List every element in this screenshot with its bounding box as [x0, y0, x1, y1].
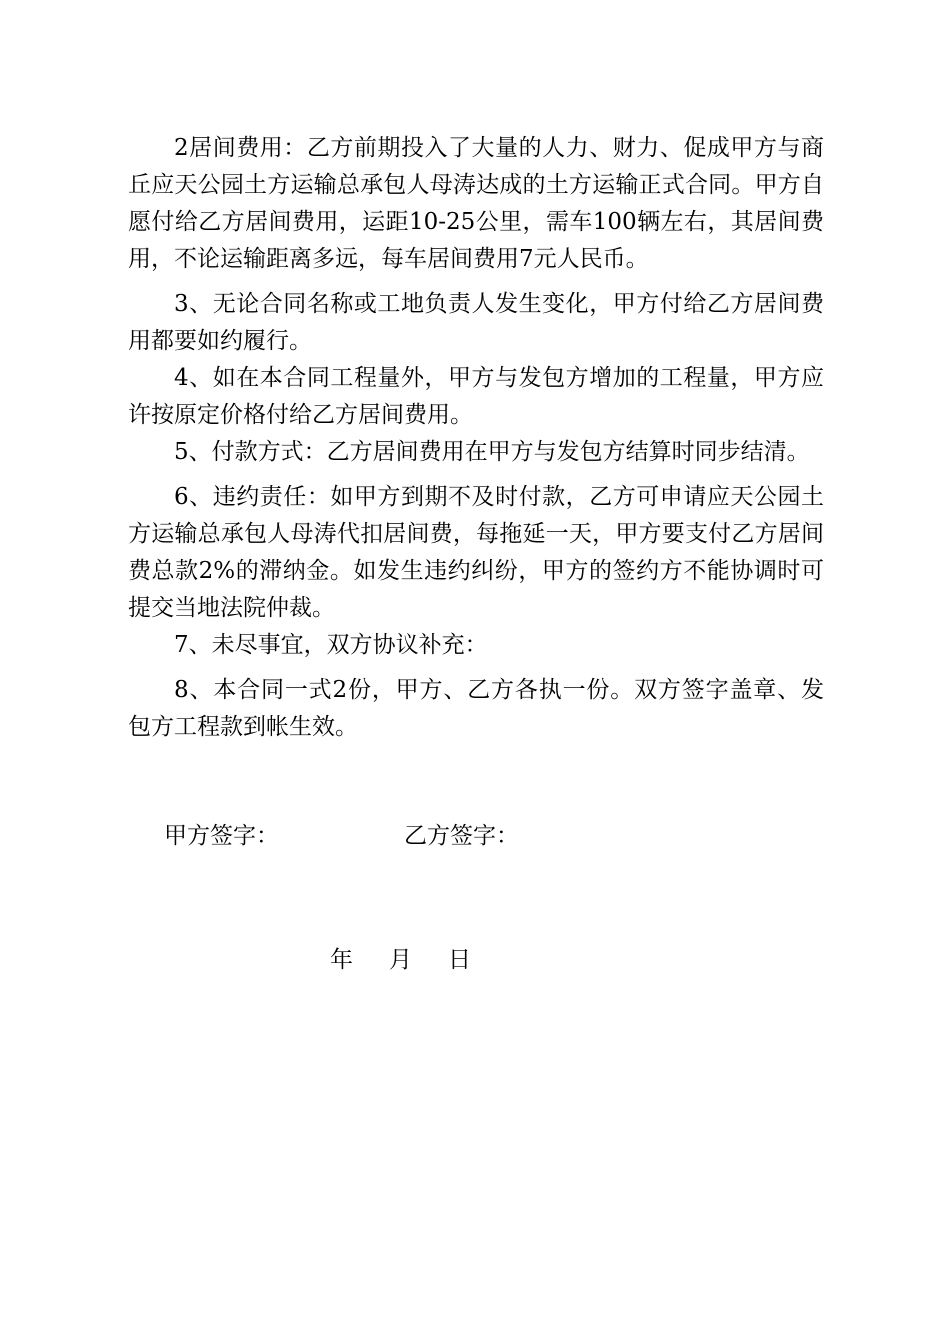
- signature-block: [164, 818, 764, 855]
- date-month-label: 月: [389, 947, 412, 973]
- date-year-label: 年: [330, 947, 353, 973]
- clause-5-paragraph: 5、付款方式：乙方居间费用在甲方与发包方结算时同步结清。: [174, 439, 810, 465]
- party-a-signature-label: 甲方签字：: [164, 823, 279, 849]
- party-b-signature-label: 乙方签字：: [404, 823, 519, 849]
- clause-7-paragraph: 7、未尽事宜，双方协议补充：: [174, 632, 488, 658]
- clause-8-paragraph: 8、本合同一式2份，甲方、乙方各执一份。双方签字盖章、发包方工程款到帐生效。: [128, 677, 824, 740]
- date-day-label: 日: [448, 947, 471, 973]
- clause-3-paragraph: 3、无论合同名称或工地负责人发生变化，甲方付给乙方居间费用都要如约履行。: [128, 291, 824, 354]
- contract-body: [128, 130, 824, 746]
- date-line: [330, 942, 471, 979]
- clause-2-paragraph: 2居间费用：乙方前期投入了大量的人力、财力、促成甲方与商丘应天公园土方运输总承包人母涛达成的土方运输正式合同。甲方自愿付给乙方居间费用，运距10-25公里，需车100辆左右，其居间费用，不论运输距离多远，每车居间费用7元人民币。: [128, 135, 824, 272]
- clause-4-paragraph: 4、如在本合同工程量外，甲方与发包方增加的工程量，甲方应许按原定价格付给乙方居间费用。: [128, 365, 824, 428]
- clause-6-paragraph: 6、违约责任：如甲方到期不及时付款，乙方可申请应天公园土方运输总承包人母涛代扣居间费，每拖延一天，甲方要支付乙方居间费总款2%的滞纳金。如发生违约纠纷，甲方的签约方不能协调时可提交当地法院仲裁。: [128, 484, 824, 621]
